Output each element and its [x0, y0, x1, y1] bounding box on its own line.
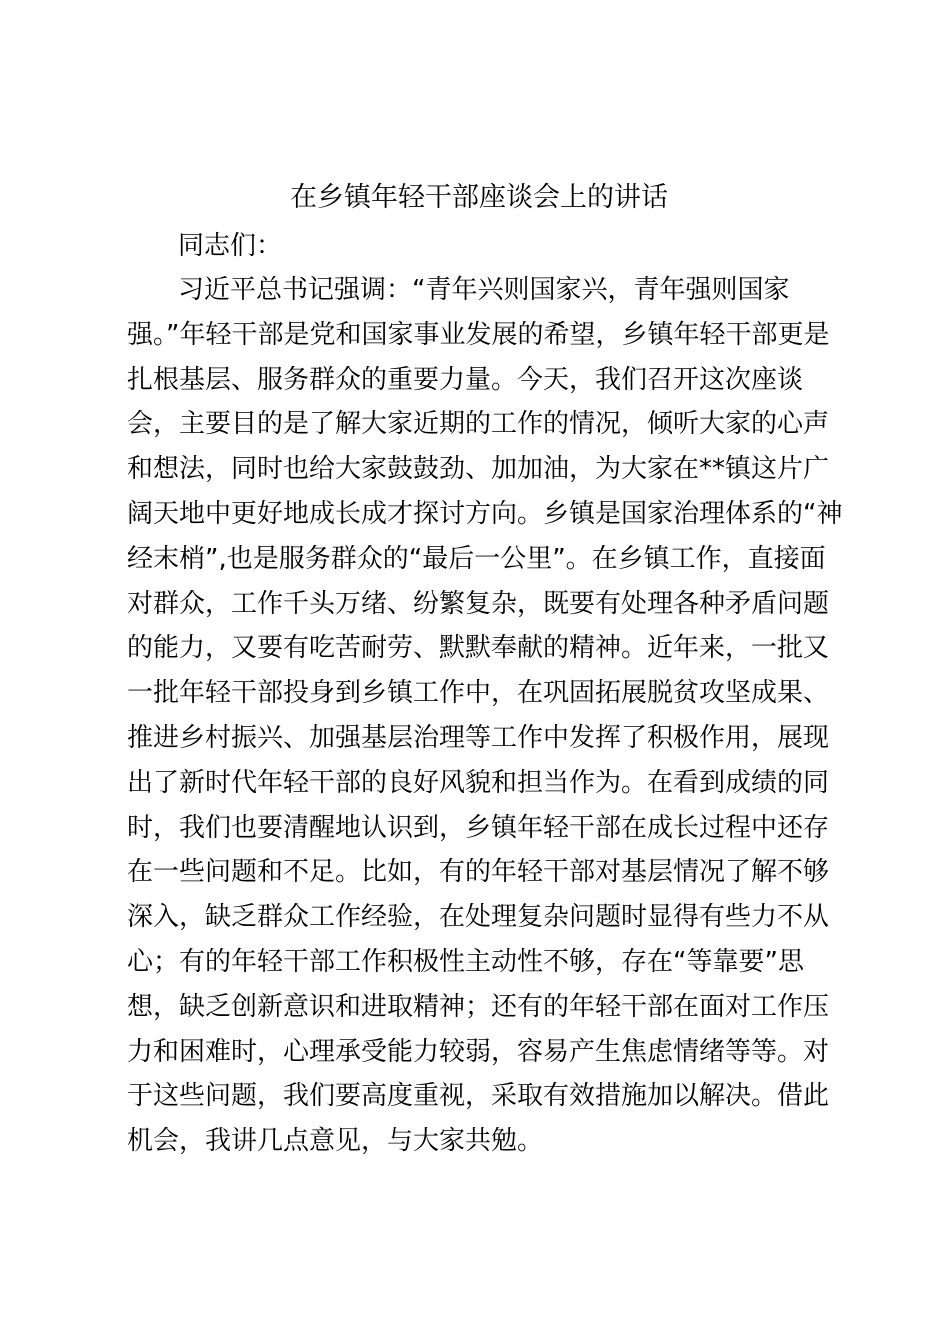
body-line: 阔天地中更好地成长成才探讨方向。乡镇是国家治理体系的“神	[127, 498, 843, 529]
body-line: 在一些问题和不足。比如，有的年轻干部对基层情况了解不够	[127, 857, 830, 888]
body-line: 时，我们也要清醒地认识到，乡镇年轻干部在成长过程中还存	[127, 812, 830, 843]
greeting: 同志们：	[178, 231, 283, 261]
body-line: 扎根基层、服务群众的重要力量。今天，我们召开这次座谈	[127, 364, 804, 395]
body-line: 对群众，工作千头万绪、纷繁复杂，既要有处理各种矛盾问题	[127, 588, 830, 619]
body-line: 强。”年轻干部是党和国家事业发展的希望，乡镇年轻干部更是	[127, 319, 830, 350]
body-line: 的能力，又要有吃苦耐劳、默默奉献的精神。近年来，一批又	[127, 633, 830, 664]
document-title: 在乡镇年轻干部座谈会上的讲话	[290, 182, 668, 213]
body-line: 机会，我讲几点意见，与大家共勉。	[127, 1126, 544, 1157]
body-line: 一批年轻干部投身到乡镇工作中，在巩固拓展脱贫攻坚成果、	[127, 678, 830, 709]
body-line: 心；有的年轻干部工作积极性主动性不够，存在“等靠要”思	[127, 946, 804, 977]
body-line: 经末梢”,也是服务群众的“最后一公里”。在乡镇工作，直接面	[127, 543, 826, 574]
body-line: 于这些问题，我们要高度重视，采取有效措施加以解决。借此	[127, 1081, 830, 1112]
body-line: 力和困难时，心理承受能力较弱，容易产生焦虑情绪等等。对	[127, 1036, 830, 1067]
body-line: 想，缺乏创新意识和进取精神；还有的年轻干部在面对工作压	[127, 991, 830, 1022]
body-line: 和想法，同时也给大家鼓鼓劲、加加油，为大家在**镇这片广	[127, 454, 830, 485]
body-line: 出了新时代年轻干部的良好风貌和担当作为。在看到成绩的同	[127, 767, 830, 798]
body-line: 会，主要目的是了解大家近期的工作的情况，倾听大家的心声	[127, 409, 830, 440]
body-line: 深入，缺乏群众工作经验，在处理复杂问题时显得有些力不从	[127, 902, 830, 933]
body-line: 推进乡村振兴、加强基层治理等工作中发挥了积极作用，展现	[127, 722, 830, 753]
body-line: 习近平总书记强调：“青年兴则国家兴，青年强则国家	[126, 275, 790, 305]
speech-body	[127, 268, 847, 1164]
